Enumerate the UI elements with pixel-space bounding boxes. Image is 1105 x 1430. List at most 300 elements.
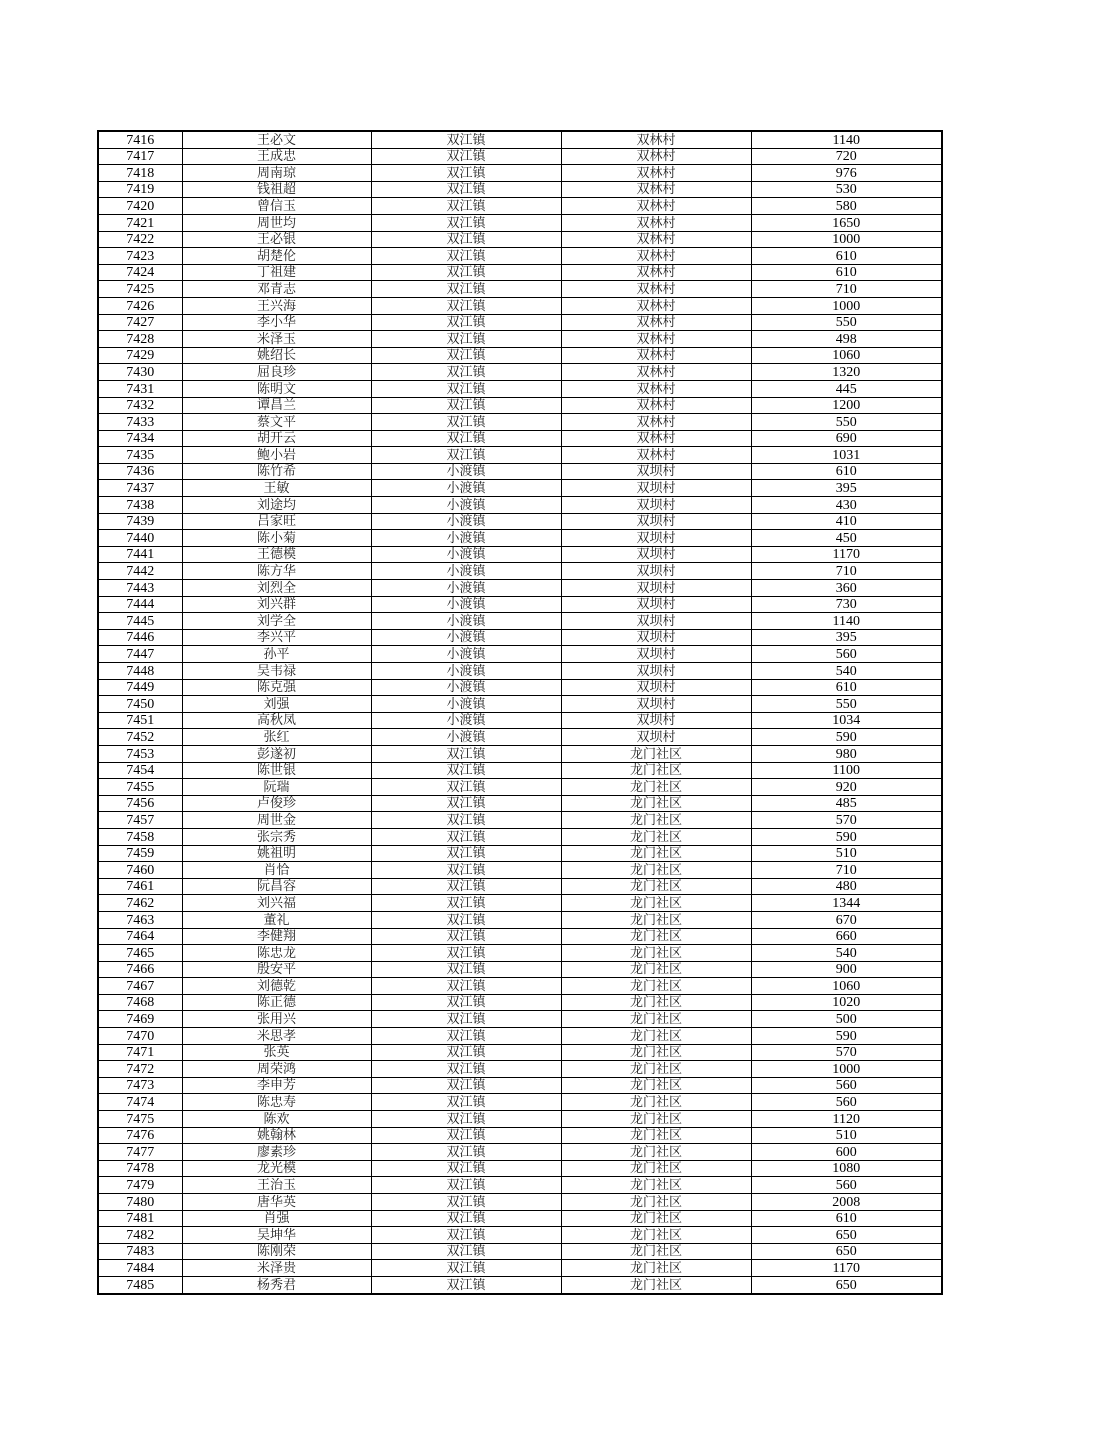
town-cell: 双江镇	[371, 1276, 561, 1293]
name-cell: 肖恰	[182, 862, 371, 879]
name-cell: 谭昌兰	[182, 397, 371, 414]
row-number-cell: 7419	[98, 181, 182, 198]
table-row	[98, 1194, 942, 1211]
village-cell: 龙门社区	[561, 745, 751, 762]
amount-cell: 610	[751, 264, 942, 281]
row-number-cell: 7475	[98, 1111, 182, 1128]
table-row	[98, 1210, 942, 1227]
amount-cell: 570	[751, 812, 942, 829]
town-cell: 小渡镇	[371, 696, 561, 713]
name-cell: 周世均	[182, 214, 371, 231]
row-number-cell: 7435	[98, 447, 182, 464]
table-row	[98, 1144, 942, 1161]
village-cell: 龙门社区	[561, 1094, 751, 1111]
row-number-cell: 7420	[98, 198, 182, 215]
town-cell: 双江镇	[371, 828, 561, 845]
town-cell: 双江镇	[371, 961, 561, 978]
table-row	[98, 1077, 942, 1094]
amount-cell: 1000	[751, 297, 942, 314]
row-number-cell: 7417	[98, 148, 182, 165]
table-row	[98, 248, 942, 265]
amount-cell: 1140	[751, 613, 942, 630]
name-cell: 王必文	[182, 131, 371, 148]
amount-cell: 450	[751, 530, 942, 547]
name-cell: 陈竹希	[182, 463, 371, 480]
town-cell: 双江镇	[371, 762, 561, 779]
table-row	[98, 546, 942, 563]
name-cell: 米泽玉	[182, 331, 371, 348]
village-cell: 双坝村	[561, 497, 751, 514]
amount-cell: 1080	[751, 1160, 942, 1177]
town-cell: 小渡镇	[371, 596, 561, 613]
row-number-cell: 7445	[98, 613, 182, 630]
amount-cell: 1200	[751, 397, 942, 414]
row-number-cell: 7476	[98, 1127, 182, 1144]
amount-cell: 710	[751, 563, 942, 580]
table-body	[98, 131, 942, 1294]
name-cell: 董礼	[182, 911, 371, 928]
row-number-cell: 7423	[98, 248, 182, 265]
town-cell: 双江镇	[371, 845, 561, 862]
table-row	[98, 497, 942, 514]
town-cell: 双江镇	[371, 862, 561, 879]
row-number-cell: 7431	[98, 380, 182, 397]
row-number-cell: 7462	[98, 895, 182, 912]
name-cell: 米思孝	[182, 1028, 371, 1045]
row-number-cell: 7452	[98, 729, 182, 746]
village-cell: 龙门社区	[561, 1127, 751, 1144]
village-cell: 龙门社区	[561, 911, 751, 928]
name-cell: 陈正德	[182, 994, 371, 1011]
amount-cell: 510	[751, 1127, 942, 1144]
town-cell: 双江镇	[371, 779, 561, 796]
table-row	[98, 231, 942, 248]
village-cell: 龙门社区	[561, 1011, 751, 1028]
table-row	[98, 1127, 942, 1144]
village-cell: 双坝村	[561, 580, 751, 597]
amount-cell: 590	[751, 1028, 942, 1045]
amount-cell: 550	[751, 314, 942, 331]
table-row	[98, 1028, 942, 1045]
table-row	[98, 513, 942, 530]
table-row	[98, 430, 942, 447]
town-cell: 小渡镇	[371, 729, 561, 746]
name-cell: 周荣鸿	[182, 1061, 371, 1078]
town-cell: 双江镇	[371, 895, 561, 912]
village-cell: 龙门社区	[561, 1227, 751, 1244]
amount-cell: 710	[751, 862, 942, 879]
row-number-cell: 7448	[98, 663, 182, 680]
town-cell: 双江镇	[371, 281, 561, 298]
row-number-cell: 7454	[98, 762, 182, 779]
town-cell: 小渡镇	[371, 530, 561, 547]
name-cell: 李申芳	[182, 1077, 371, 1094]
amount-cell: 445	[751, 380, 942, 397]
amount-cell: 560	[751, 646, 942, 663]
row-number-cell: 7469	[98, 1011, 182, 1028]
name-cell: 吴坤华	[182, 1227, 371, 1244]
town-cell: 双江镇	[371, 1260, 561, 1277]
village-cell: 双林村	[561, 214, 751, 231]
amount-cell: 1000	[751, 1061, 942, 1078]
village-cell: 双林村	[561, 314, 751, 331]
row-number-cell: 7425	[98, 281, 182, 298]
village-cell: 双坝村	[561, 513, 751, 530]
table-row	[98, 812, 942, 829]
table-row	[98, 646, 942, 663]
name-cell: 卢俊珍	[182, 795, 371, 812]
town-cell: 双江镇	[371, 181, 561, 198]
village-cell: 双林村	[561, 380, 751, 397]
row-number-cell: 7472	[98, 1061, 182, 1078]
town-cell: 小渡镇	[371, 646, 561, 663]
amount-cell: 1170	[751, 1260, 942, 1277]
town-cell: 双江镇	[371, 1194, 561, 1211]
table-row	[98, 712, 942, 729]
name-cell: 刘兴福	[182, 895, 371, 912]
name-cell: 张宗秀	[182, 828, 371, 845]
amount-cell: 540	[751, 663, 942, 680]
town-cell: 双江镇	[371, 1028, 561, 1045]
name-cell: 王成忠	[182, 148, 371, 165]
row-number-cell: 7460	[98, 862, 182, 879]
name-cell: 姚翰林	[182, 1127, 371, 1144]
amount-cell: 590	[751, 828, 942, 845]
amount-cell: 560	[751, 1077, 942, 1094]
amount-cell: 1034	[751, 712, 942, 729]
row-number-cell: 7447	[98, 646, 182, 663]
table-row	[98, 347, 942, 364]
name-cell: 蔡文平	[182, 414, 371, 431]
table-row	[98, 281, 942, 298]
amount-cell: 1650	[751, 214, 942, 231]
village-cell: 双坝村	[561, 613, 751, 630]
amount-cell: 550	[751, 414, 942, 431]
village-cell: 双坝村	[561, 546, 751, 563]
town-cell: 双江镇	[371, 364, 561, 381]
table-row	[98, 480, 942, 497]
village-cell: 龙门社区	[561, 1111, 751, 1128]
village-cell: 双坝村	[561, 679, 751, 696]
village-cell: 双林村	[561, 264, 751, 281]
name-cell: 孙平	[182, 646, 371, 663]
name-cell: 刘学全	[182, 613, 371, 630]
table-row	[98, 978, 942, 995]
amount-cell: 410	[751, 513, 942, 530]
row-number-cell: 7474	[98, 1094, 182, 1111]
row-number-cell: 7483	[98, 1243, 182, 1260]
amount-cell: 1060	[751, 347, 942, 364]
town-cell: 双江镇	[371, 231, 561, 248]
table-row	[98, 214, 942, 231]
name-cell: 张用兴	[182, 1011, 371, 1028]
village-cell: 双林村	[561, 181, 751, 198]
row-number-cell: 7479	[98, 1177, 182, 1194]
town-cell: 双江镇	[371, 1077, 561, 1094]
amount-cell: 560	[751, 1094, 942, 1111]
village-cell: 龙门社区	[561, 1028, 751, 1045]
table-row	[98, 331, 942, 348]
amount-cell: 920	[751, 779, 942, 796]
row-number-cell: 7473	[98, 1077, 182, 1094]
row-number-cell: 7470	[98, 1028, 182, 1045]
row-number-cell: 7451	[98, 712, 182, 729]
town-cell: 双江镇	[371, 1144, 561, 1161]
amount-cell: 610	[751, 463, 942, 480]
village-cell: 双林村	[561, 248, 751, 265]
town-cell: 双江镇	[371, 1177, 561, 1194]
name-cell: 刘强	[182, 696, 371, 713]
town-cell: 双江镇	[371, 1111, 561, 1128]
row-number-cell: 7457	[98, 812, 182, 829]
table-row	[98, 696, 942, 713]
town-cell: 双江镇	[371, 414, 561, 431]
village-cell: 双林村	[561, 447, 751, 464]
amount-cell: 1100	[751, 762, 942, 779]
town-cell: 双江镇	[371, 131, 561, 148]
amount-cell: 360	[751, 580, 942, 597]
amount-cell: 570	[751, 1044, 942, 1061]
name-cell: 钱祖超	[182, 181, 371, 198]
table-row	[98, 845, 942, 862]
town-cell: 双江镇	[371, 994, 561, 1011]
table-row	[98, 945, 942, 962]
table-row	[98, 148, 942, 165]
village-cell: 龙门社区	[561, 812, 751, 829]
row-number-cell: 7456	[98, 795, 182, 812]
name-cell: 陈欢	[182, 1111, 371, 1128]
town-cell: 双江镇	[371, 264, 561, 281]
row-number-cell: 7443	[98, 580, 182, 597]
row-number-cell: 7441	[98, 546, 182, 563]
town-cell: 双江镇	[371, 380, 561, 397]
village-cell: 双林村	[561, 165, 751, 182]
town-cell: 双江镇	[371, 1210, 561, 1227]
table-row	[98, 878, 942, 895]
amount-cell: 1320	[751, 364, 942, 381]
village-cell: 龙门社区	[561, 779, 751, 796]
name-cell: 刘烈全	[182, 580, 371, 597]
town-cell: 双江镇	[371, 1227, 561, 1244]
town-cell: 小渡镇	[371, 629, 561, 646]
village-cell: 双林村	[561, 231, 751, 248]
name-cell: 丁祖建	[182, 264, 371, 281]
town-cell: 双江镇	[371, 928, 561, 945]
row-number-cell: 7485	[98, 1276, 182, 1293]
table-row	[98, 745, 942, 762]
town-cell: 双江镇	[371, 331, 561, 348]
amount-cell: 550	[751, 696, 942, 713]
row-number-cell: 7422	[98, 231, 182, 248]
table-row	[98, 1061, 942, 1078]
row-number-cell: 7430	[98, 364, 182, 381]
village-cell: 双坝村	[561, 663, 751, 680]
amount-cell: 1031	[751, 447, 942, 464]
town-cell: 小渡镇	[371, 712, 561, 729]
name-cell: 李兴平	[182, 629, 371, 646]
table-row	[98, 131, 942, 148]
table-row	[98, 663, 942, 680]
row-number-cell: 7433	[98, 414, 182, 431]
village-cell: 龙门社区	[561, 845, 751, 862]
name-cell: 刘德乾	[182, 978, 371, 995]
table-row	[98, 1227, 942, 1244]
row-number-cell: 7437	[98, 480, 182, 497]
row-number-cell: 7471	[98, 1044, 182, 1061]
amount-cell: 2008	[751, 1194, 942, 1211]
table-row	[98, 463, 942, 480]
village-cell: 双坝村	[561, 530, 751, 547]
amount-cell: 560	[751, 1177, 942, 1194]
village-cell: 龙门社区	[561, 762, 751, 779]
town-cell: 小渡镇	[371, 546, 561, 563]
amount-cell: 1020	[751, 994, 942, 1011]
name-cell: 王治玉	[182, 1177, 371, 1194]
name-cell: 屈良珍	[182, 364, 371, 381]
amount-cell: 900	[751, 961, 942, 978]
row-number-cell: 7416	[98, 131, 182, 148]
town-cell: 双江镇	[371, 1094, 561, 1111]
table-row	[98, 580, 942, 597]
row-number-cell: 7478	[98, 1160, 182, 1177]
town-cell: 双江镇	[371, 1243, 561, 1260]
town-cell: 双江镇	[371, 248, 561, 265]
village-cell: 龙门社区	[561, 1243, 751, 1260]
village-cell: 龙门社区	[561, 994, 751, 1011]
town-cell: 双江镇	[371, 795, 561, 812]
name-cell: 吴韦禄	[182, 663, 371, 680]
name-cell: 曾信玉	[182, 198, 371, 215]
amount-cell: 690	[751, 430, 942, 447]
town-cell: 小渡镇	[371, 679, 561, 696]
data-table	[97, 130, 943, 1295]
village-cell: 龙门社区	[561, 961, 751, 978]
name-cell: 陈克强	[182, 679, 371, 696]
village-cell: 双坝村	[561, 480, 751, 497]
table-row	[98, 1094, 942, 1111]
row-number-cell: 7424	[98, 264, 182, 281]
name-cell: 陈忠龙	[182, 945, 371, 962]
table-row	[98, 679, 942, 696]
village-cell: 双坝村	[561, 596, 751, 613]
amount-cell: 710	[751, 281, 942, 298]
row-number-cell: 7464	[98, 928, 182, 945]
name-cell: 陈刚荣	[182, 1243, 371, 1260]
name-cell: 高秋凤	[182, 712, 371, 729]
village-cell: 龙门社区	[561, 1177, 751, 1194]
town-cell: 小渡镇	[371, 463, 561, 480]
village-cell: 双坝村	[561, 712, 751, 729]
name-cell: 杨秀君	[182, 1276, 371, 1293]
amount-cell: 1344	[751, 895, 942, 912]
table-row	[98, 264, 942, 281]
town-cell: 双江镇	[371, 430, 561, 447]
name-cell: 周南琼	[182, 165, 371, 182]
row-number-cell: 7429	[98, 347, 182, 364]
village-cell: 双林村	[561, 198, 751, 215]
name-cell: 王必银	[182, 231, 371, 248]
village-cell: 龙门社区	[561, 1194, 751, 1211]
row-number-cell: 7450	[98, 696, 182, 713]
town-cell: 小渡镇	[371, 613, 561, 630]
name-cell: 李健翔	[182, 928, 371, 945]
town-cell: 双江镇	[371, 1061, 561, 1078]
amount-cell: 980	[751, 745, 942, 762]
town-cell: 小渡镇	[371, 480, 561, 497]
row-number-cell: 7418	[98, 165, 182, 182]
row-number-cell: 7480	[98, 1194, 182, 1211]
row-number-cell: 7421	[98, 214, 182, 231]
table-row	[98, 961, 942, 978]
name-cell: 陈忠寿	[182, 1094, 371, 1111]
name-cell: 陈世银	[182, 762, 371, 779]
amount-cell: 730	[751, 596, 942, 613]
name-cell: 张红	[182, 729, 371, 746]
amount-cell: 650	[751, 1243, 942, 1260]
amount-cell: 1120	[751, 1111, 942, 1128]
name-cell: 李小华	[182, 314, 371, 331]
name-cell: 龙光模	[182, 1160, 371, 1177]
row-number-cell: 7440	[98, 530, 182, 547]
row-number-cell: 7432	[98, 397, 182, 414]
table-row	[98, 1111, 942, 1128]
village-cell: 龙门社区	[561, 828, 751, 845]
name-cell: 王德模	[182, 546, 371, 563]
village-cell: 双林村	[561, 131, 751, 148]
table-row	[98, 1177, 942, 1194]
village-cell: 双林村	[561, 430, 751, 447]
table-row	[98, 779, 942, 796]
village-cell: 双坝村	[561, 729, 751, 746]
amount-cell: 1060	[751, 978, 942, 995]
amount-cell: 670	[751, 911, 942, 928]
row-number-cell: 7434	[98, 430, 182, 447]
village-cell: 龙门社区	[561, 862, 751, 879]
name-cell: 肖强	[182, 1210, 371, 1227]
table-row	[98, 1260, 942, 1277]
name-cell: 胡开云	[182, 430, 371, 447]
name-cell: 王兴海	[182, 297, 371, 314]
row-number-cell: 7458	[98, 828, 182, 845]
village-cell: 龙门社区	[561, 945, 751, 962]
village-cell: 双林村	[561, 397, 751, 414]
name-cell: 廖素珍	[182, 1144, 371, 1161]
amount-cell: 395	[751, 629, 942, 646]
row-number-cell: 7466	[98, 961, 182, 978]
name-cell: 姚祖明	[182, 845, 371, 862]
name-cell: 唐华英	[182, 1194, 371, 1211]
row-number-cell: 7484	[98, 1260, 182, 1277]
village-cell: 双林村	[561, 414, 751, 431]
row-number-cell: 7467	[98, 978, 182, 995]
village-cell: 龙门社区	[561, 978, 751, 995]
name-cell: 张英	[182, 1044, 371, 1061]
village-cell: 龙门社区	[561, 1044, 751, 1061]
town-cell: 双江镇	[371, 911, 561, 928]
row-number-cell: 7427	[98, 314, 182, 331]
town-cell: 双江镇	[371, 1160, 561, 1177]
row-number-cell: 7453	[98, 745, 182, 762]
table-row	[98, 447, 942, 464]
table-row	[98, 596, 942, 613]
amount-cell: 1140	[751, 131, 942, 148]
table-row	[98, 928, 942, 945]
name-cell: 陈明文	[182, 380, 371, 397]
name-cell: 王敏	[182, 480, 371, 497]
row-number-cell: 7438	[98, 497, 182, 514]
name-cell: 阮瑞	[182, 779, 371, 796]
village-cell: 龙门社区	[561, 1210, 751, 1227]
